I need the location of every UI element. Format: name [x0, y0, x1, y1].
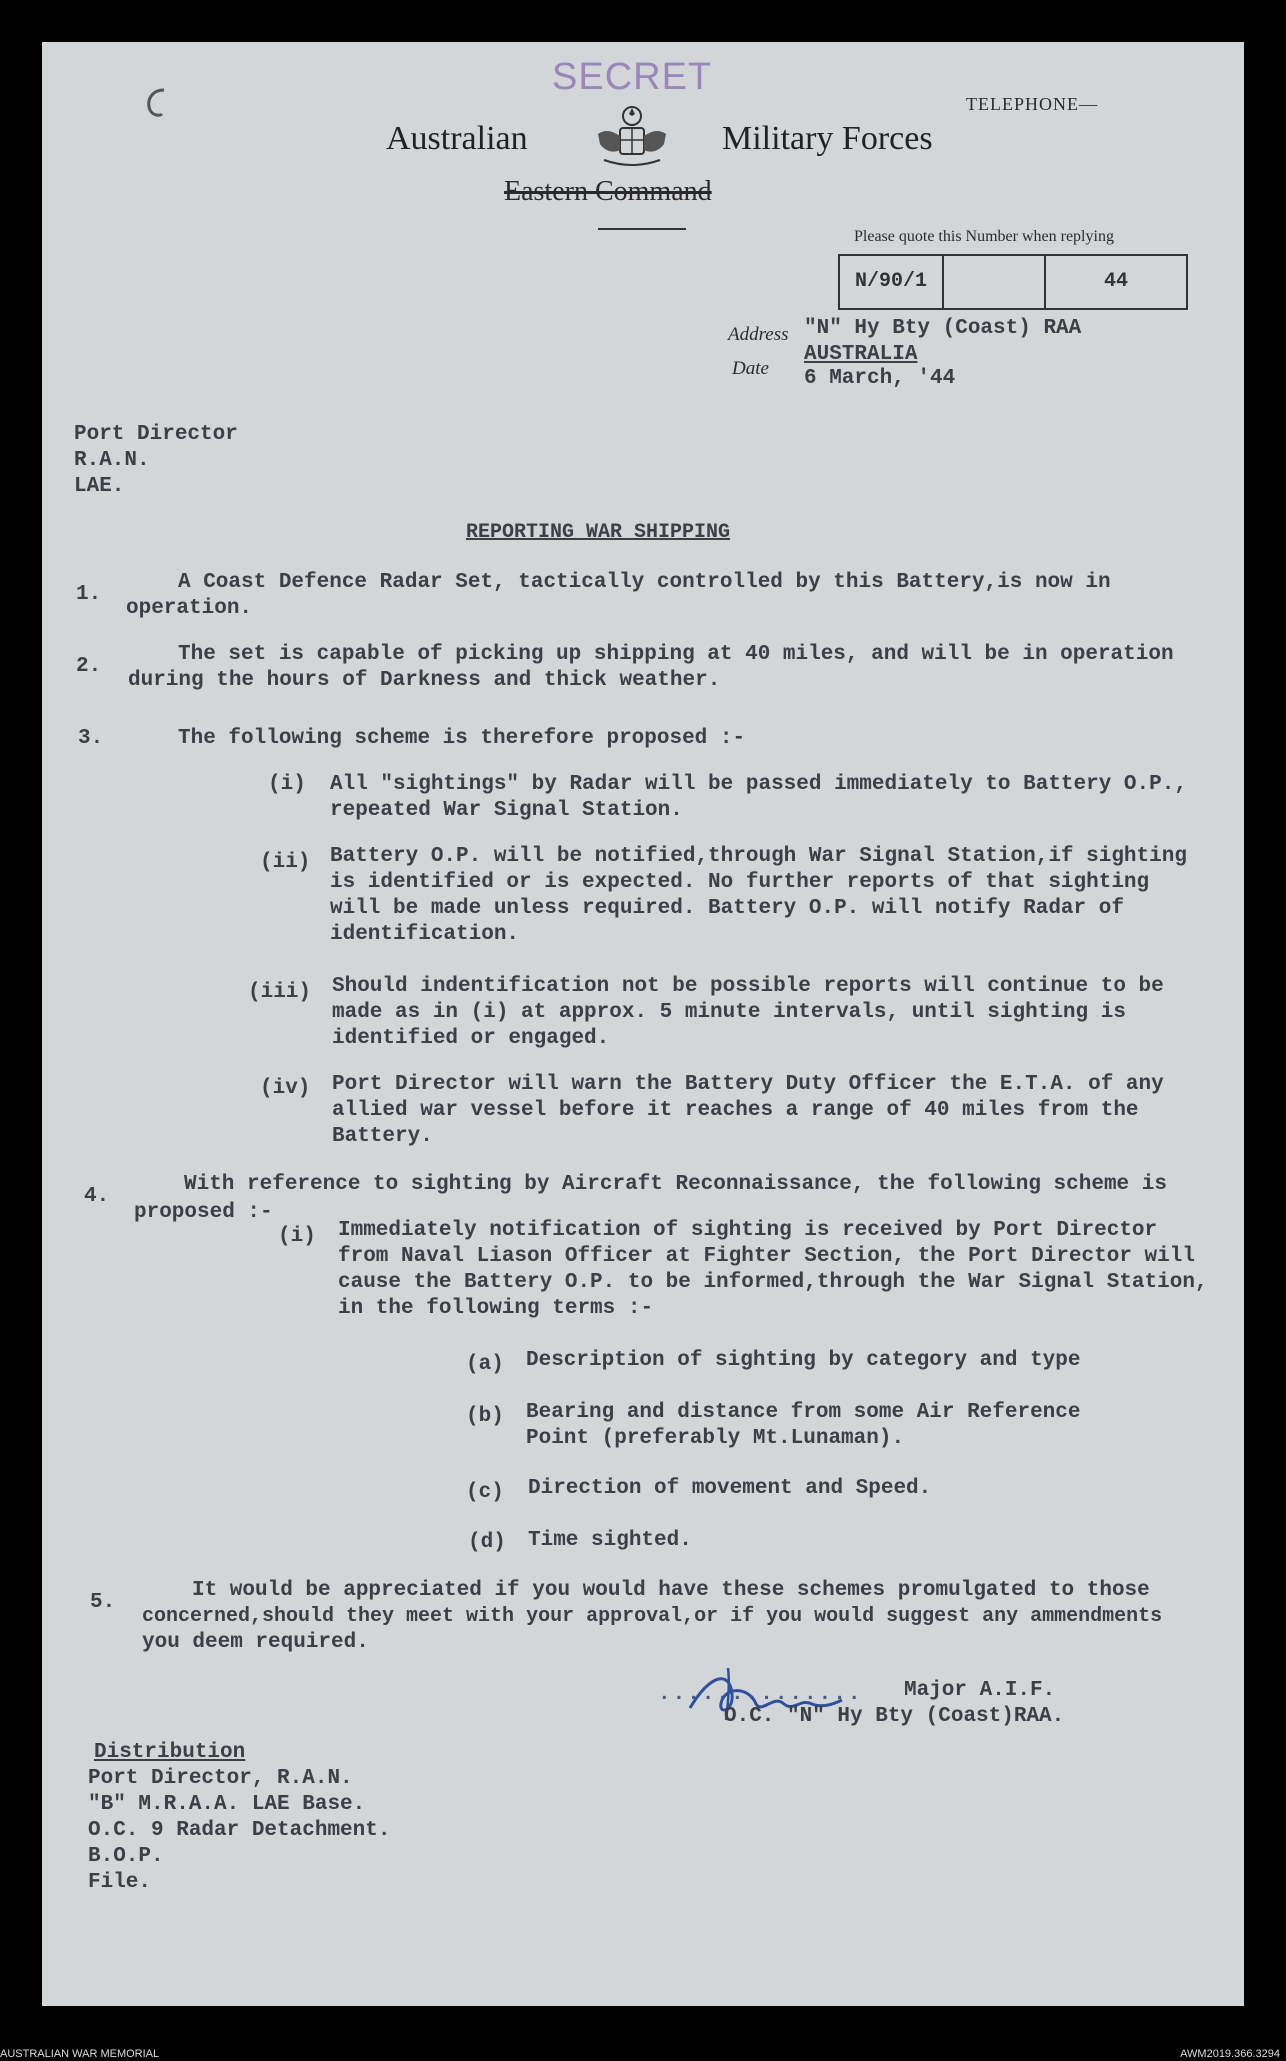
scheme-line: identification. [330, 923, 520, 946]
paragraph-line: It would be appreciated if you would have these schemes promulgated to those [192, 1579, 1150, 1602]
handwritten-mark [138, 84, 174, 124]
scheme-number: (i) [278, 1225, 316, 1248]
recipient-line-3: LAE. [74, 475, 125, 498]
address-country: AUSTRALIA [804, 343, 918, 366]
scheme-line: identified or engaged. [332, 1027, 610, 1050]
scheme-number: (iii) [248, 981, 312, 1004]
term-line: Time sighted. [528, 1529, 692, 1552]
scheme-line: cause the Battery O.P. to be informed,through the War Signal Station, [338, 1271, 1208, 1294]
paragraph-line: With reference to sighting by Aircraft Reconnaissance, the following scheme is [184, 1173, 1167, 1196]
document-page [42, 42, 1244, 2006]
date-label: Date [732, 358, 769, 379]
distribution-item: "B" M.R.A.A. LAE Base. [88, 1793, 366, 1816]
scheme-line: in the following terms :- [338, 1297, 654, 1320]
address-value: "N" Hy Bty (Coast) RAA [804, 317, 1082, 340]
paragraph-number: 1. [76, 583, 102, 606]
term-letter: (c) [466, 1481, 504, 1504]
coat-of-arms-icon [590, 100, 674, 184]
distribution-item: File. [88, 1871, 152, 1894]
scheme-line: All "sightings" by Radar will be passed immediately to Battery O.P., [330, 773, 1187, 796]
reference-instruction: Please quote this Number when replying [854, 228, 1114, 245]
header-rule [598, 228, 686, 230]
header-left: Australian [386, 120, 528, 157]
scheme-number: (iv) [260, 1077, 311, 1100]
paragraph-number: 3. [78, 727, 104, 750]
footer-accession: AWM2019.366.3294 [1180, 2048, 1280, 2060]
paragraph-line: The following scheme is therefore proposed :- [178, 727, 746, 750]
paragraph-line: you deem required. [142, 1631, 369, 1654]
scheme-number: (i) [268, 773, 306, 796]
reference-cell-2 [944, 256, 1046, 308]
scheme-line: Immediately notification of sighting is received by Port Director [338, 1219, 1158, 1242]
recipient-line-1: Port Director [74, 423, 238, 446]
paragraph-number: 4. [84, 1185, 110, 1208]
document-title: REPORTING WAR SHIPPING [466, 521, 731, 544]
scheme-line: is identified or is expected. No further reports of that sighting [330, 871, 1150, 894]
term-line: Bearing and distance from some Air Reference [526, 1401, 1081, 1424]
term-letter: (d) [468, 1531, 506, 1554]
address-label: Address [728, 324, 789, 345]
scheme-line: Battery. [332, 1125, 433, 1148]
paragraph-number: 2. [76, 655, 102, 678]
term-line: Direction of movement and Speed. [528, 1477, 932, 1500]
distribution-item: B.O.P. [88, 1845, 164, 1868]
scheme-number: (ii) [260, 851, 311, 874]
term-line: Description of sighting by category and type [526, 1349, 1081, 1372]
paragraph-line: A Coast Defence Radar Set, tactically controlled by this Battery,is now in [178, 571, 1111, 594]
reference-cell-1: N/90/1 [840, 256, 944, 308]
paragraph-number: 5. [90, 1591, 116, 1614]
distribution-item: O.C. 9 Radar Detachment. [88, 1819, 391, 1842]
header-right: Military Forces [722, 120, 933, 157]
paragraph-line: concerned,should they meet with your approval,or if you would suggest any ammendments [142, 1605, 1163, 1628]
date-value: 6 March, '44 [804, 367, 956, 390]
paragraph-line: during the hours of Darkness and thick weather. [128, 669, 721, 692]
scheme-line: allied war vessel before it reaches a range of 40 miles from the [332, 1099, 1139, 1122]
term-line: Point (preferably Mt.Lunaman). [526, 1427, 905, 1450]
paragraph-line: The set is capable of picking up shipping at 40 miles, and will be in operation [178, 643, 1174, 666]
distribution-item: Port Director, R.A.N. [88, 1767, 353, 1790]
recipient-line-2: R.A.N. [74, 449, 150, 472]
scheme-line: will be made unless required. Battery O.P. will notify Radar of [330, 897, 1124, 920]
scheme-line: Should indentification not be possible reports will continue to be [332, 975, 1164, 998]
scheme-line: from Naval Liason Officer at Fighter Section, the Port Director will [338, 1245, 1195, 1268]
signature-rank: Major A.I.F. [904, 1679, 1056, 1702]
term-letter: (b) [466, 1405, 504, 1428]
signature-position: O.C. "N" Hy Bty (Coast)RAA. [724, 1705, 1065, 1728]
command-title: Eastern Command [504, 176, 712, 207]
secret-stamp: SECRET [552, 56, 713, 98]
term-letter: (a) [466, 1353, 504, 1376]
scheme-line: made as in (i) at approx. 5 minute intervals, until sighting is [332, 1001, 1126, 1024]
scheme-line: repeated War Signal Station. [330, 799, 683, 822]
scheme-line: Port Director will warn the Battery Duty Officer the E.T.A. of any [332, 1073, 1164, 1096]
telephone-label: TELEPHONE— [966, 94, 1098, 114]
scheme-line: Battery O.P. will be notified,through War Signal Station,if sighting [330, 845, 1187, 868]
distribution-heading: Distribution [94, 1741, 246, 1764]
footer-source: AUSTRALIAN WAR MEMORIAL [0, 2048, 160, 2060]
reference-cell-3: 44 [1103, 270, 1128, 293]
paragraph-line: operation. [126, 597, 253, 620]
paragraph-line: proposed :- [134, 1201, 273, 1224]
reference-box [838, 254, 1188, 310]
signature-dots: .............. [658, 1683, 863, 1706]
